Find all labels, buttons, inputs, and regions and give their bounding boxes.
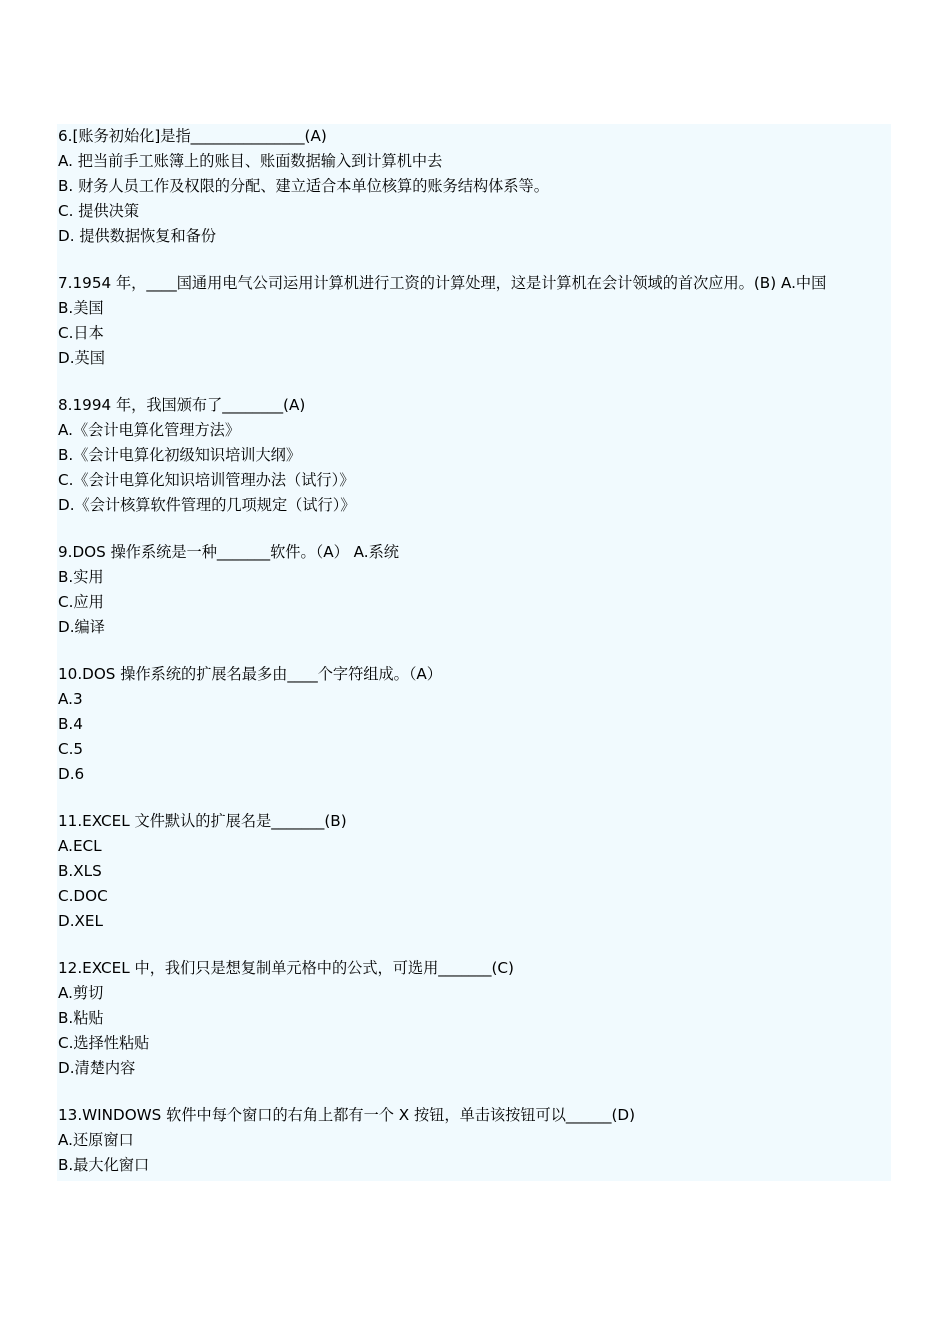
question-stem: 8.1994 年，我国颁布了________(A) [58,396,306,414]
option-c: C.日本 [58,324,104,342]
option-c: C. 提供决策 [58,202,140,220]
question-stem: 10.DOS 操作系统的扩展名最多由____个字符组成。（A） [58,665,442,683]
question-stem: 6.[账务初始化]是指_______________(A) [58,127,327,145]
question-9 [57,540,891,640]
option-d: D.清楚内容 [58,1059,136,1077]
option-b: B.4 [58,715,83,733]
option-c: C.DOC [58,887,108,905]
option-c: C.《会计电算化知识培训管理办法（试行）》 [58,471,355,489]
question-8 [57,393,891,518]
question-11 [57,809,891,934]
option-d: D.编译 [58,618,105,636]
option-b: B. 财务人员工作及权限的分配、建立适合本单位核算的账务结构体系等。 [58,177,549,195]
option-b: B.美国 [58,299,104,317]
question-12 [57,956,891,1081]
option-b: B.粘贴 [58,1009,104,1027]
option-c: C.选择性粘贴 [58,1034,150,1052]
option-d: D.XEL [58,912,103,930]
question-stem: 11.EXCEL 文件默认的扩展名是_______(B) [58,812,347,830]
option-b: B.实用 [58,568,104,586]
question-stem: 12.EXCEL 中，我们只是想复制单元格中的公式，可选用_______(C) [58,959,514,977]
option-d: D. 提供数据恢复和备份 [58,227,217,245]
question-6 [57,124,891,249]
question-7 [57,271,891,371]
option-b: B.XLS [58,862,102,880]
option-b: B.最大化窗口 [58,1156,150,1174]
option-d: D.6 [58,765,85,783]
question-stem: 7.1954 年，____国通用电气公司运用计算机进行工资的计算处理，这是计算机在会计领域的首次应用。(B) A.中国 [58,274,827,292]
option-a: A.ECL [58,837,102,855]
question-13 [57,1103,891,1178]
option-a: A.3 [58,690,83,708]
option-b: B.《会计电算化初级知识培训大纲》 [58,446,302,464]
option-c: C.5 [58,740,84,758]
question-stem: 13.WINDOWS 软件中每个窗口的右角上都有一个 X 按钮，单击该按钮可以______(D) [58,1106,635,1124]
option-a: A.还原窗口 [58,1131,134,1149]
question-10 [57,662,891,787]
question-stem: 9.DOS 操作系统是一种_______软件。（A） A.系统 [58,543,399,561]
option-a: A.《会计电算化管理方法》 [58,421,241,439]
option-d: D.英国 [58,349,105,367]
option-c: C.应用 [58,593,104,611]
document-body [57,124,891,1181]
option-d: D.《会计核算软件管理的几项规定（试行）》 [58,496,356,514]
option-a: A.剪切 [58,984,104,1002]
option-a: A. 把当前手工账簿上的账目、账面数据输入到计算机中去 [58,152,443,170]
